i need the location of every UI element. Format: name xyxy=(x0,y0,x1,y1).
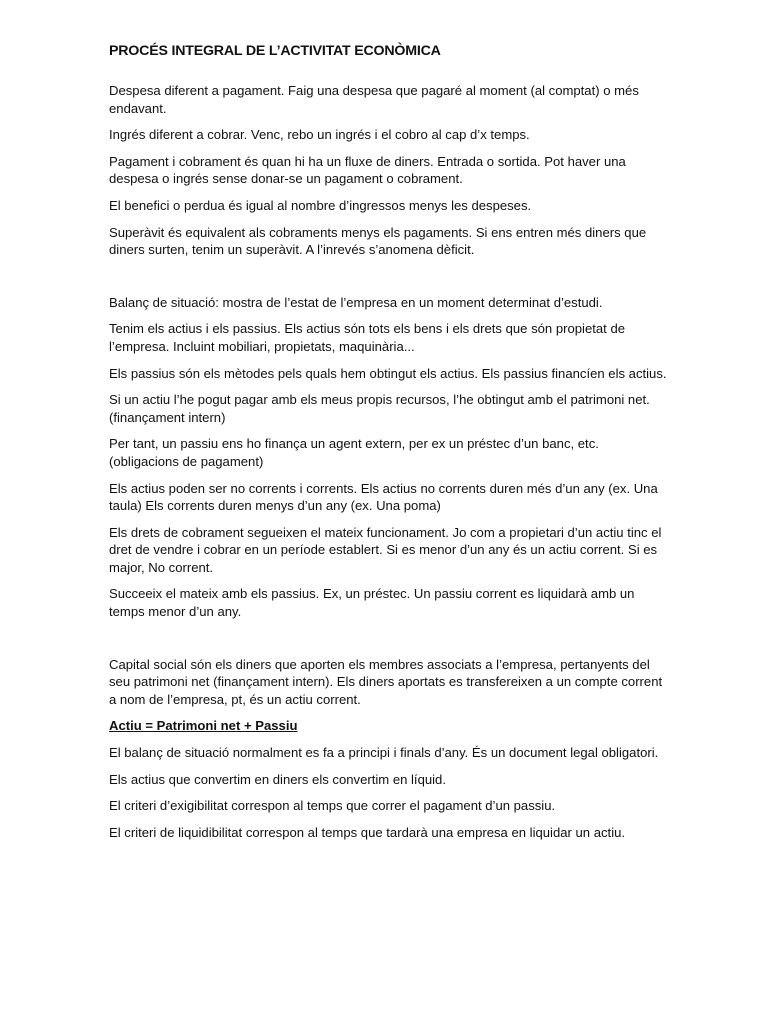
paragraph: Per tant, un passiu ens ho finança un agent extern, per ex un préstec d’un banc, etc. (obligacions de pagament) xyxy=(109,436,599,469)
paragraph: Tenim els actius i els passius. Els actius són tots els bens i els drets que són propietat de l’empresa. Incluint mobiliari, propietats, maquinària... xyxy=(109,321,626,354)
paragraph: Succeeix el mateix amb els passius. Ex, un préstec. Un passiu corrent es liquidarà amb un temps menor d’un any. xyxy=(109,586,635,620)
paragraph: Els actius poden ser no corrents i corrents. Els actius no corrents duren més d’un any (ex. Una taula) Els corrents duren menys d’un any (ex. Una poma) xyxy=(109,480,658,514)
section-spacer xyxy=(109,268,668,294)
paragraph: Si un actiu l’he pogut pagar amb els meus propis recursos, l’he obtingut amb el patrimoni net. (finançament intern) xyxy=(109,392,650,425)
paragraph: Els passius són els mètodes pels quals hem obtingut els actius. Els passius financíen els actius. xyxy=(109,365,667,381)
section-income-expenses xyxy=(109,82,668,259)
paragraph: Pagament i cobrament és quan hi ha un fluxe de diners. Entrada o sortida. Pot haver una despesa o ingrés sense donar-se un pagament o cobrament. xyxy=(109,153,626,187)
paragraph: Capital social són els diners que aporten els membres associats a l’empresa, pertanyents del seu patrimoni net (finançament intern). Els diners aportats es transfereixen a un compte corrent a nom de l’empresa, pt, és un actiu corrent. xyxy=(109,656,663,707)
paragraph: Balanç de situació: mostra de l’estat de l’empresa en un moment determinat d’estudi. xyxy=(109,294,603,310)
paragraph: Despesa diferent a pagament. Faig una despesa que pagaré al moment (al comptat) o més endavant. xyxy=(109,83,639,116)
section-balance-sheet xyxy=(109,294,668,621)
paragraph: El criteri de liquidibilitat correspon al temps que tardarà una empresa en liquidar un actiu. xyxy=(109,824,626,840)
paragraph: Ingrés diferent a cobrar. Venc, rebo un ingrés i el cobro al cap d’x temps. xyxy=(109,127,530,143)
paragraph: Els actius que convertim en diners els convertim en líquid. xyxy=(109,771,446,787)
balance-equation: Actiu = Patrimoni net + Passiu xyxy=(109,718,298,734)
paragraph: El criteri d’exigibilitat correspon al temps que correr el pagament d’un passiu. xyxy=(109,798,556,814)
document-title: PROCÉS INTEGRAL DE L’ACTIVITAT ECONÒMICA xyxy=(109,43,441,59)
paragraph: Els drets de cobrament segueixen el mateix funcionament. Jo com a propietari d’un actiu tinc el dret de vendre i cobrar en un període establert. Si es menor d’un any és un actiu corrent. Si es major, No corrent. xyxy=(109,524,662,575)
section-share-capital xyxy=(109,656,668,842)
paragraph: Superàvit és equivalent als cobraments menys els pagaments. Si ens entren més diners que diners surten, tenim un superàvit. A l’inrevés s’anomena dèficit. xyxy=(109,224,647,258)
paragraph: El balanç de situació normalment es fa a principi i finals d’any. És un document legal obligatori. xyxy=(109,745,659,761)
paragraph: El benefici o perdua és igual al nombre d’ingressos menys les despeses. xyxy=(109,197,532,213)
section-spacer xyxy=(109,630,668,656)
